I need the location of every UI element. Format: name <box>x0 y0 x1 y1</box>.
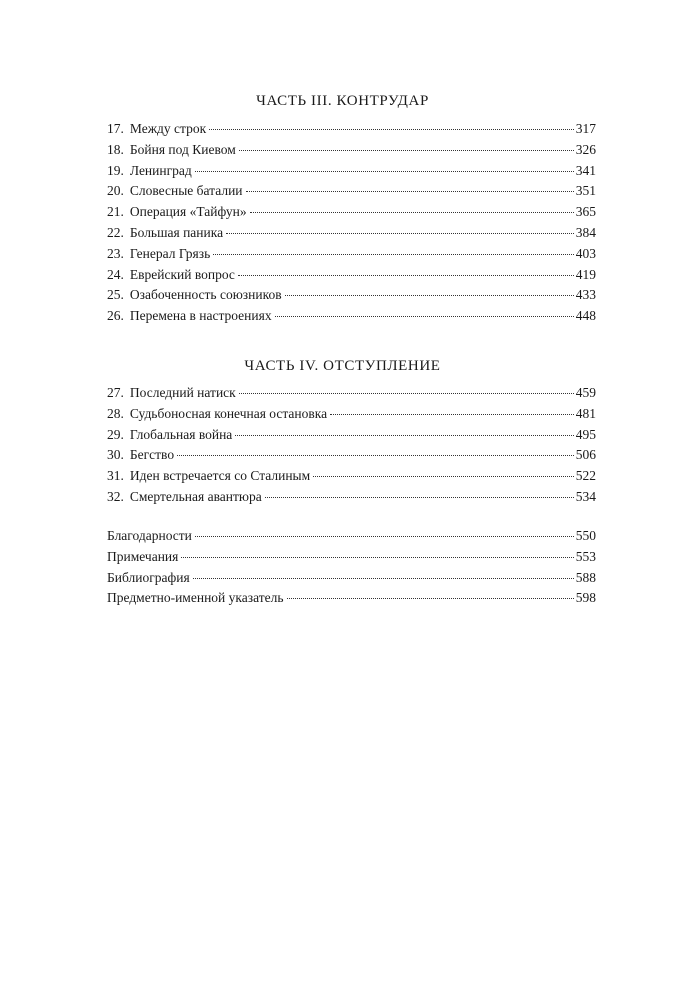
entry-number: 23. <box>107 245 124 261</box>
entry-page: 459 <box>575 385 596 400</box>
entry-page: 419 <box>575 266 596 282</box>
dot-leader <box>239 393 574 394</box>
entry-page: 506 <box>575 447 596 463</box>
toc-entry <box>107 181 596 202</box>
entry-page: 598 <box>575 590 596 606</box>
part-4-title: ЧАСТЬ IV. ОТСТУПЛЕНИЕ <box>244 358 441 374</box>
entry-number: 24. <box>107 266 124 282</box>
dot-leader <box>275 316 574 317</box>
entry-page: 534 <box>575 488 596 504</box>
dot-leader <box>330 414 574 415</box>
part-3-title: ЧАСТЬ III. КОНТРУДАР <box>256 93 429 109</box>
entry-title: Бегство <box>129 447 175 463</box>
toc-entry <box>107 265 596 286</box>
dot-leader <box>246 191 574 192</box>
toc-entry <box>107 466 596 487</box>
toc-entry <box>107 568 596 589</box>
dot-leader <box>287 598 574 599</box>
entry-number: 31. <box>107 468 124 484</box>
toc-entry <box>107 161 596 182</box>
toc-entry <box>107 404 596 425</box>
dot-leader <box>226 233 574 234</box>
entry-title: Иден встречается со Сталиным <box>129 468 311 484</box>
entry-page: 588 <box>575 569 596 585</box>
toc-entry <box>107 202 596 223</box>
dot-leader <box>235 435 573 436</box>
toc-entry <box>107 223 596 244</box>
entry-number: 30. <box>107 447 124 463</box>
entry-title: Ленинград <box>129 162 192 178</box>
part-4-list <box>107 383 596 508</box>
dot-leader <box>193 578 574 579</box>
entry-number: 26. <box>107 308 124 324</box>
entry-number: 27. <box>107 385 124 400</box>
entry-page: 341 <box>575 162 596 178</box>
entry-title: Глобальная война <box>129 426 233 442</box>
toc-entry <box>107 306 596 327</box>
toc-entry <box>107 119 596 140</box>
entry-page: 317 <box>575 121 596 136</box>
dot-leader <box>195 536 574 537</box>
dot-leader <box>213 254 574 255</box>
toc-entry <box>107 425 596 446</box>
entry-title: Еврейский вопрос <box>129 266 235 282</box>
entry-number: 21. <box>107 204 124 220</box>
toc-entry <box>107 383 596 404</box>
entry-number: 19. <box>107 162 124 178</box>
toc-entry <box>107 445 596 466</box>
entry-page: 553 <box>575 548 596 564</box>
toc-entry <box>107 244 596 265</box>
entry-page: 433 <box>575 287 596 303</box>
toc-entry <box>107 140 596 161</box>
entry-title: Генерал Грязь <box>129 245 211 261</box>
entry-title: Большая паника <box>129 224 224 240</box>
dot-leader <box>250 212 574 213</box>
entry-page: 495 <box>575 426 596 442</box>
part-3-list <box>107 119 596 327</box>
dot-leader <box>285 295 574 296</box>
entry-title: Между строк <box>129 121 207 136</box>
dot-leader <box>195 171 574 172</box>
entry-page: 481 <box>575 405 596 421</box>
entry-number: 25. <box>107 287 124 303</box>
dot-leader <box>239 150 574 151</box>
entry-number: 29. <box>107 426 124 442</box>
dot-leader <box>313 476 574 477</box>
entry-number: 17. <box>107 121 124 136</box>
entry-number: 20. <box>107 183 124 199</box>
dot-leader <box>209 129 574 130</box>
entry-title: Бойня под Киевом <box>129 141 236 157</box>
entry-page: 550 <box>575 528 596 543</box>
entry-title: Предметно-именной указатель <box>107 590 284 606</box>
entry-number: 18. <box>107 141 124 157</box>
dot-leader <box>181 557 573 558</box>
entry-page: 522 <box>575 468 596 484</box>
entry-title: Перемена в настроениях <box>129 308 272 324</box>
toc-entry <box>107 526 596 547</box>
backmatter-list <box>107 526 596 609</box>
entry-title: Благодарности <box>107 528 192 543</box>
toc-entry <box>107 487 596 508</box>
entry-page: 403 <box>575 245 596 261</box>
toc-entry <box>107 547 596 568</box>
entry-page: 384 <box>575 224 596 240</box>
toc-entry <box>107 285 596 306</box>
entry-title: Озабоченность союзников <box>129 287 282 303</box>
entry-title: Последний натиск <box>129 385 236 400</box>
entry-page: 351 <box>575 183 596 199</box>
entry-title: Судьбоносная конечная остановка <box>129 405 328 421</box>
dot-leader <box>177 455 574 456</box>
entry-page: 326 <box>575 141 596 157</box>
entry-title: Операция «Тайфун» <box>129 204 247 220</box>
entry-title: Словесные баталии <box>129 183 243 199</box>
dot-leader <box>238 275 574 276</box>
entry-page: 365 <box>575 204 596 220</box>
entry-title: Примечания <box>107 548 179 564</box>
entry-number: 32. <box>107 488 124 504</box>
dot-leader <box>265 497 574 498</box>
entry-number: 22. <box>107 224 124 240</box>
entry-title: Библиография <box>107 569 190 585</box>
toc-entry <box>107 588 596 609</box>
entry-title: Смертельная авантюра <box>129 488 262 504</box>
entry-page: 448 <box>575 308 596 324</box>
entry-number: 28. <box>107 405 124 421</box>
